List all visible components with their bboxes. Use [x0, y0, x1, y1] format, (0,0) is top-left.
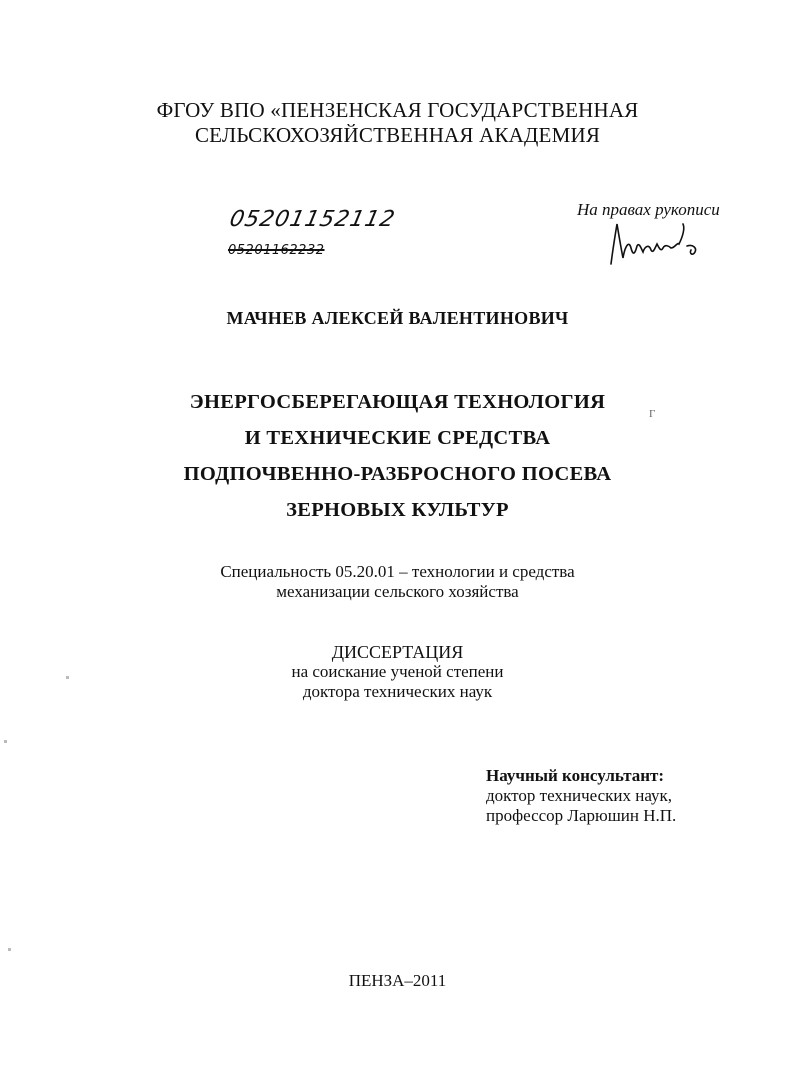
struck-registry-number: 05201162232 — [228, 243, 325, 258]
manuscript-rights-note: На правах рукописи — [577, 200, 720, 219]
signature-icon — [605, 218, 715, 268]
margin-mark: Г — [649, 408, 656, 420]
dissertation-title — [0, 384, 795, 528]
degree-line-1: на соискание ученой степени — [291, 662, 504, 681]
consultant-degree: доктор технических наук, — [486, 786, 673, 805]
specialty-block — [0, 562, 795, 602]
institution-header — [0, 98, 795, 148]
specialty-line-1: Специальность 05.20.01 – технологии и средства — [220, 562, 575, 581]
title-line-1: ЭНЕРГОСБЕРЕГАЮЩАЯ ТЕХНОЛОГИЯ — [189, 391, 606, 413]
title-line-4: ЗЕРНОВЫХ КУЛЬТУР — [286, 499, 509, 521]
scan-speck — [4, 740, 7, 743]
title-line-2: И ТЕХНИЧЕСКИЕ СРЕДСТВА — [244, 427, 551, 449]
dissertation-heading: ДИССЕРТАЦИЯ — [331, 642, 464, 662]
title-line-3: ПОДПОЧВЕННО-РАЗБРОСНОГО ПОСЕВА — [183, 463, 612, 485]
city-year: ПЕНЗА–2011 — [348, 971, 447, 990]
scan-speck — [66, 676, 69, 679]
author-name: МАЧНЕВ АЛЕКСЕЙ ВАЛЕНТИНОВИЧ — [226, 308, 569, 328]
signature — [605, 218, 715, 273]
dissertation-block — [0, 642, 795, 702]
degree-line-2: доктора технических наук — [302, 682, 493, 701]
handwritten-registry-number: 05201152112 — [227, 207, 398, 232]
institution-line-2: СЕЛЬСКОХОЗЯЙСТВЕННАЯ АКАДЕМИЯ — [194, 123, 601, 147]
specialty-line-2: механизации сельского хозяйства — [276, 582, 519, 601]
institution-line-1: ФГОУ ВПО «ПЕНЗЕНСКАЯ ГОСУДАРСТВЕННАЯ — [156, 98, 639, 122]
scan-speck — [8, 948, 11, 951]
consultant-label: Научный консультант: — [486, 766, 665, 785]
consultant-name: профессор Ларюшин Н.П. — [486, 806, 677, 825]
consultant-block — [486, 766, 676, 826]
